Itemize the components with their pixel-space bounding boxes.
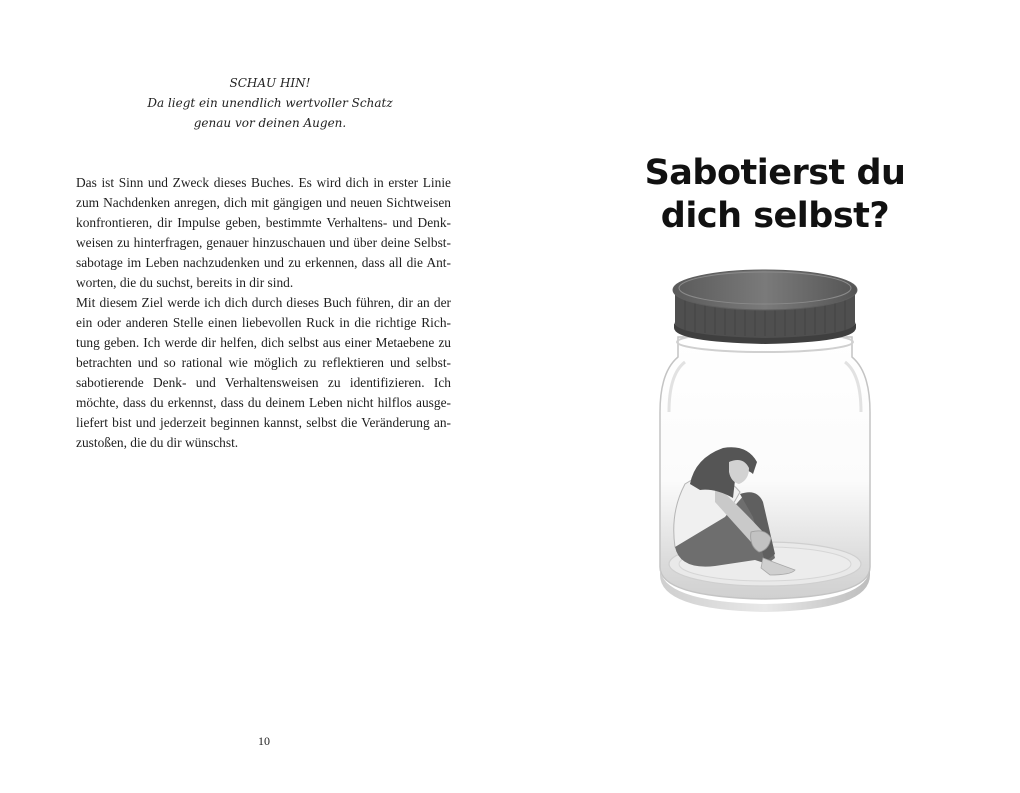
epigraph-line: SCHAU HIN! [229,76,311,90]
text-line: liefert bist und jederzeit beginnen kannst, selbst die Veränderung an- [76,415,451,430]
text-line: sabotage im Leben nachzudenken und zu erkennen, dass all die Ant- [76,255,451,270]
text-line: worten, die du suchst, bereits in dir sind. [76,275,294,290]
text-line: möchte, dass du erkennst, dass du deinem Leben nicht hilflos ausge- [76,395,451,410]
right-page [510,0,1020,793]
text-line: sabotierende Denk- und Verhaltensweisen zu identifizieren. Ich [76,375,451,390]
text-line: Mit diesem Ziel werde ich dich durch dieses Buch führen, dir an der [76,295,451,310]
text-line: betrachten und so rational wie möglich zu reflektieren und selbst- [76,355,451,370]
text-line: Das ist Sinn und Zweck dieses Buches. Es wird dich in erster Linie [76,175,451,190]
text-line: weisen zu hinterfragen, genauer hinzuschauen und über deine Selbst- [76,235,451,250]
chapter-headline [640,152,910,238]
page-number: 10 [258,734,270,748]
body-text [76,173,451,453]
epigraph [140,73,400,133]
headline-line: Sabotierst du [644,153,906,193]
text-line: zum Nachdenken anregen, dich mit gängigen und neuen Sichtweisen [76,195,451,210]
paragraph-1 [76,173,451,293]
paragraph-2 [76,293,451,453]
epigraph-line: genau vor deinen Augen. [193,116,347,130]
text-line: tung geben. Ich werde dir helfen, dich selbst aus einer Metaebene zu [76,335,451,350]
woman-in-jar-icon [645,262,885,622]
text-line: zustoßen, die du dir wünschst. [76,435,239,450]
text-line: ein oder anderen Stelle einen liebevollen Ruck in die richtige Rich- [76,315,451,330]
epigraph-line: Da liegt ein unendlich wertvoller Schatz [147,96,393,110]
jar-illustration [645,262,885,622]
headline-line: dich selbst? [660,196,890,236]
text-line: konfrontieren, dir Impulse geben, bestimmte Verhaltens- und Denk- [76,215,451,230]
